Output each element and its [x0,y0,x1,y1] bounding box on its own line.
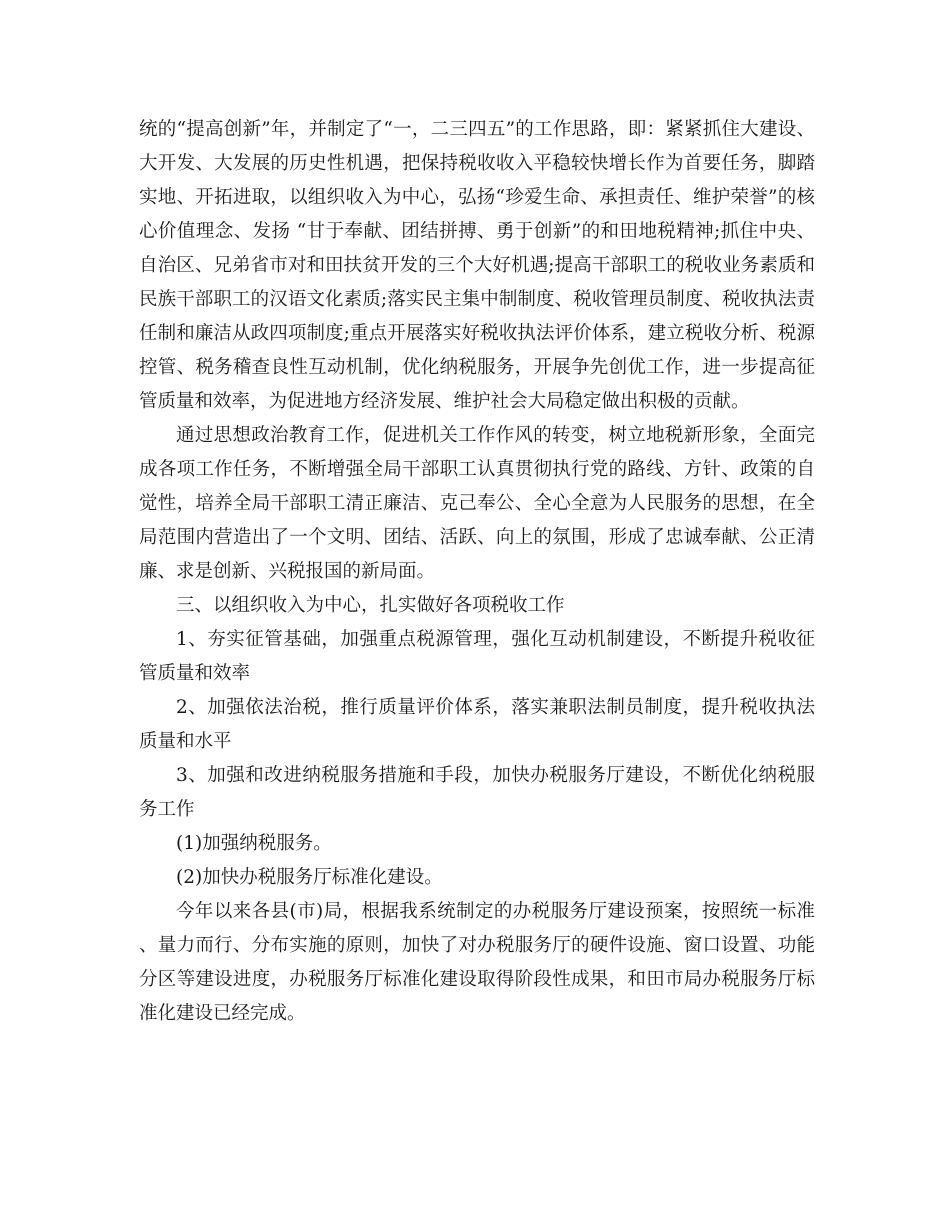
paragraph-political-education: 通过思想政治教育工作，促进机关工作作风的转变，树立地税新形象，全面完成各项工作任务，不断增强全局干部职工认真贯彻执行党的路线、方针、政策的自觉性，培养全局干部职工清正廉洁、克己奉公、全心全意为人民服务的思想，在全局范围内营造出了一个文明、团结、活跃、向上的氛围，形成了忠诚奉献、公正清廉、求是创新、兴税报国的新局面。 [139,425,815,582]
paragraph-service-hall: 今年以来各县(市)局，根据我系统制定的办税服务厅建设预案，按照统一标准、量力而行、分布实施的原则，加快了对办税服务厅的硬件设施、窗口设置、功能分区等建设进度，办税服务厅标准化建设取得阶段性成果，和田市局办税服务厅标准化建设已经完成。 [139,901,815,1024]
sub-item-one: (1)加强纳税服务。 [176,833,332,854]
item-one: 1、夯实征管基础，加强重点税源管理，强化互动机制建设，不断提升税收征管质量和效率 [139,629,815,684]
item-three: 3、加强和改进纳税服务措施和手段，加快办税服务厅建设，不断优化纳税服务工作 [139,765,815,820]
paragraph-continuation: 统的“提高创新”年，并制定了“一，二三四五”的工作思路，即：紧紧抓住大建设、大开发、大发展的历史性机遇，把保持税收收入平稳较快增长作为首要任务，脚踏实地、开拓进取，以组织收入为中心，弘扬“珍爱生命、承担责任、维护荣誉”的核心价值理念、发扬 “甘于奉献、团结拼搏、勇于创新”的和田地税精神;抓住中央、自治区、兄弟省市对和田扶贫开发的三个大好机遇;提高干部职工的税收业务素质和民族干部职工的汉语文化素质;落实民主集中制制度、税收管理员制度、税收执法责任制和廉洁从政四项制度;重点开展落实好税收执法评价体系，建立税收分析、税源控管、税务稽查良性互动机制，优化纳税服务，开展争先创优工作，进一步提高征管质量和效率，为促进地方经济发展、维护社会大局稳定做出积极的贡献。 [139,119,815,412]
section-heading-three: 三、以组织收入为中心，扎实做好各项税收工作 [176,595,565,616]
document-body [139,113,815,1031]
item-two: 2、加强依法治税，推行质量评价体系，落实兼职法制员制度，提升税收执法质量和水平 [139,697,815,752]
sub-item-two: (2)加快办税服务厅标准化建设。 [176,867,443,888]
